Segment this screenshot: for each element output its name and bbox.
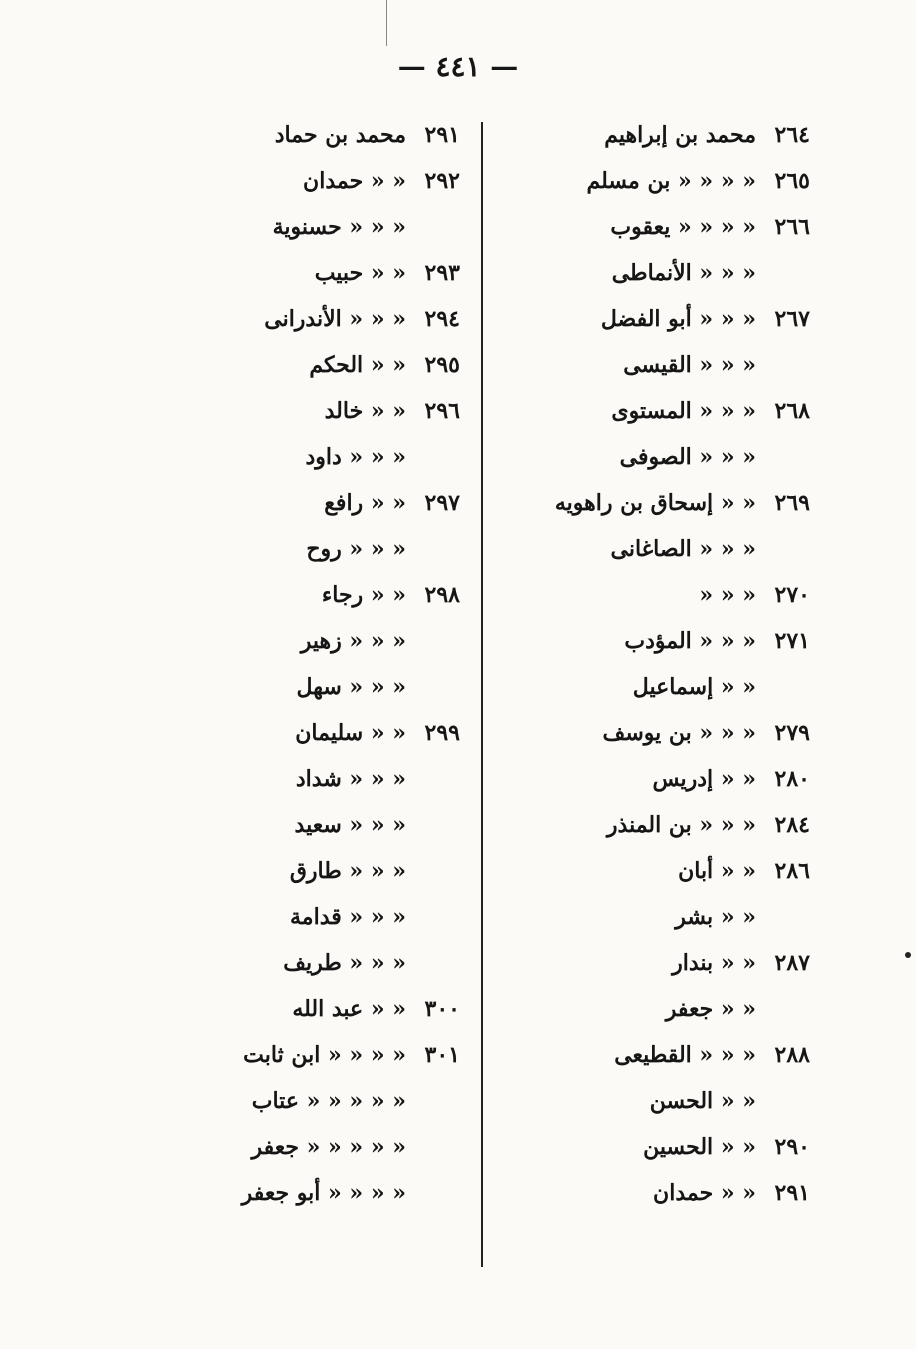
entry-name: « « « داود xyxy=(305,444,406,470)
index-entry xyxy=(500,480,810,526)
index-entry xyxy=(500,986,810,1032)
entry-name: « « عبد الله xyxy=(292,996,406,1022)
entry-name: « « « سعيد xyxy=(294,812,406,838)
index-entry xyxy=(180,1032,460,1078)
left-index-column xyxy=(180,112,460,1216)
entry-name: « « « « ابن ثابت xyxy=(243,1042,406,1068)
index-entry xyxy=(500,434,810,480)
index-entry xyxy=(500,572,810,618)
entry-page-number: ٢٩٣ xyxy=(424,260,460,286)
entry-name: « « « الأندرانى xyxy=(264,306,406,332)
entry-name: « « « زهير xyxy=(300,628,406,654)
entry-name: « « حمدان xyxy=(653,1180,756,1206)
index-entry xyxy=(180,112,460,158)
entry-name: « « سليمان xyxy=(295,720,406,746)
entry-page-number: ٢٩٩ xyxy=(424,720,460,746)
index-entry xyxy=(500,526,810,572)
index-entry xyxy=(180,250,460,296)
entry-name: « « « بن يوسف xyxy=(602,720,756,746)
entry-name: « « إسماعيل xyxy=(632,674,756,700)
index-entry xyxy=(180,894,460,940)
entry-name: « « « « « عتاب xyxy=(251,1088,406,1114)
entry-name: « « « xyxy=(699,582,756,608)
entry-name: « « رافع xyxy=(324,490,406,516)
entry-page-number: ٣٠٠ xyxy=(424,996,460,1022)
entry-name: « « « أبو الفضل xyxy=(600,306,756,332)
index-entry xyxy=(180,710,460,756)
index-entry xyxy=(180,158,460,204)
entry-name: « « « سهل xyxy=(296,674,406,700)
index-entry xyxy=(180,1124,460,1170)
entry-name: « « إسحاق بن راهويه xyxy=(554,490,756,516)
index-entry xyxy=(180,204,460,250)
index-entry xyxy=(500,1032,810,1078)
entry-page-number: ٢٩٠ xyxy=(774,1134,810,1160)
index-entry xyxy=(500,204,810,250)
index-entry xyxy=(500,664,810,710)
entry-page-number: ٢٧١ xyxy=(774,628,810,654)
entry-name: « « « « أبو جعفر xyxy=(241,1180,406,1206)
index-entry xyxy=(180,1170,460,1216)
index-entry xyxy=(500,802,810,848)
index-entry xyxy=(180,388,460,434)
entry-name: « « « المستوى xyxy=(611,398,756,424)
entry-name: محمد بن حماد xyxy=(274,122,406,148)
entry-page-number: ٢٧٩ xyxy=(774,720,810,746)
entry-name: « « رجاء xyxy=(321,582,406,608)
entry-name: « « حمدان xyxy=(303,168,406,194)
index-entry xyxy=(500,618,810,664)
entry-name: « « الحسين xyxy=(643,1134,756,1160)
entry-name: « « جعفر xyxy=(665,996,756,1022)
entry-page-number: ٢٩١ xyxy=(774,1180,810,1206)
index-entry xyxy=(180,1078,460,1124)
entry-page-number: ٢٨٤ xyxy=(774,812,810,838)
top-margin-rule xyxy=(386,0,387,46)
entry-name: « « حبيب xyxy=(314,260,406,286)
index-entry xyxy=(180,526,460,572)
entry-page-number: ٢٩١ xyxy=(424,122,460,148)
index-entry xyxy=(500,710,810,756)
entry-page-number: ٢٦٥ xyxy=(774,168,810,194)
page-number: — ٤٤١ — xyxy=(397,50,519,83)
index-entry xyxy=(500,158,810,204)
right-index-column xyxy=(500,112,810,1216)
index-entry xyxy=(180,342,460,388)
entry-name: « « « الصوفى xyxy=(619,444,756,470)
entry-name: « « « القطيعى xyxy=(614,1042,756,1068)
index-entry xyxy=(500,112,810,158)
entry-name: « « « طريف xyxy=(283,950,406,976)
entry-name: « « « قدامة xyxy=(290,904,406,930)
index-entry xyxy=(500,342,810,388)
entry-page-number: ٢٨٧ xyxy=(774,950,810,976)
index-entry xyxy=(500,1170,810,1216)
entry-name: « « « طارق xyxy=(289,858,406,884)
entry-name: « « الحسن xyxy=(649,1088,756,1114)
entry-name: « « « الصاغانى xyxy=(610,536,756,562)
index-entry xyxy=(180,296,460,342)
index-entry xyxy=(180,848,460,894)
entry-page-number: ٢٩٢ xyxy=(424,168,460,194)
index-entry xyxy=(180,802,460,848)
entry-name: محمد بن إبراهيم xyxy=(604,122,756,148)
entry-name: « « « بن المنذر xyxy=(606,812,756,838)
entry-name: « « « « « جعفر xyxy=(251,1134,406,1160)
index-entry xyxy=(180,756,460,802)
index-entry xyxy=(180,572,460,618)
entry-name: « « « روح xyxy=(306,536,406,562)
entry-page-number: ٢٦٧ xyxy=(774,306,810,332)
entry-name: « « « القيسى xyxy=(623,352,756,378)
entry-page-number: ٢٩٤ xyxy=(424,306,460,332)
index-entry xyxy=(500,250,810,296)
entry-page-number: ٢٧٠ xyxy=(774,582,810,608)
entry-page-number: ٢٦٦ xyxy=(774,214,810,240)
entry-name: « « بشر xyxy=(675,904,756,930)
entry-name: « « « « يعقوب xyxy=(610,214,756,240)
entry-page-number: ٢٨٦ xyxy=(774,858,810,884)
entry-name: « « « الأنماطى xyxy=(611,260,756,286)
index-entry xyxy=(180,940,460,986)
index-entry xyxy=(180,480,460,526)
entry-page-number: ٢٩٨ xyxy=(424,582,460,608)
entry-name: « « الحكم xyxy=(309,352,406,378)
entry-page-number: ٢٩٥ xyxy=(424,352,460,378)
entry-page-number: ٢٨٠ xyxy=(774,766,810,792)
entry-page-number: ٢٨٨ xyxy=(774,1042,810,1068)
index-entry xyxy=(500,1124,810,1170)
index-entry xyxy=(500,388,810,434)
column-divider xyxy=(481,122,483,1267)
ink-speck xyxy=(905,952,911,958)
index-entry xyxy=(180,618,460,664)
index-entry xyxy=(500,940,810,986)
entry-page-number: ٢٦٤ xyxy=(774,122,810,148)
index-entry xyxy=(180,986,460,1032)
entry-name: « « « شداد xyxy=(295,766,406,792)
entry-name: « « « حسنوية xyxy=(272,214,406,240)
entry-name: « « « « بن مسلم xyxy=(586,168,756,194)
entry-page-number: ٢٩٧ xyxy=(424,490,460,516)
entry-page-number: ٣٠١ xyxy=(424,1042,460,1068)
entry-name: « « « المؤدب xyxy=(624,628,756,654)
entry-name: « « بندار xyxy=(672,950,756,976)
entry-page-number: ٢٩٦ xyxy=(424,398,460,424)
entry-page-number: ٢٦٨ xyxy=(774,398,810,424)
index-entry xyxy=(500,756,810,802)
entry-name: « « إدريس xyxy=(652,766,756,792)
index-entry xyxy=(180,664,460,710)
index-entry xyxy=(500,1078,810,1124)
index-entry xyxy=(180,434,460,480)
entry-page-number: ٢٦٩ xyxy=(774,490,810,516)
index-entry xyxy=(500,296,810,342)
index-entry xyxy=(500,894,810,940)
entry-name: « « خالد xyxy=(324,398,406,424)
entry-name: « « أبان xyxy=(678,858,756,884)
index-entry xyxy=(500,848,810,894)
